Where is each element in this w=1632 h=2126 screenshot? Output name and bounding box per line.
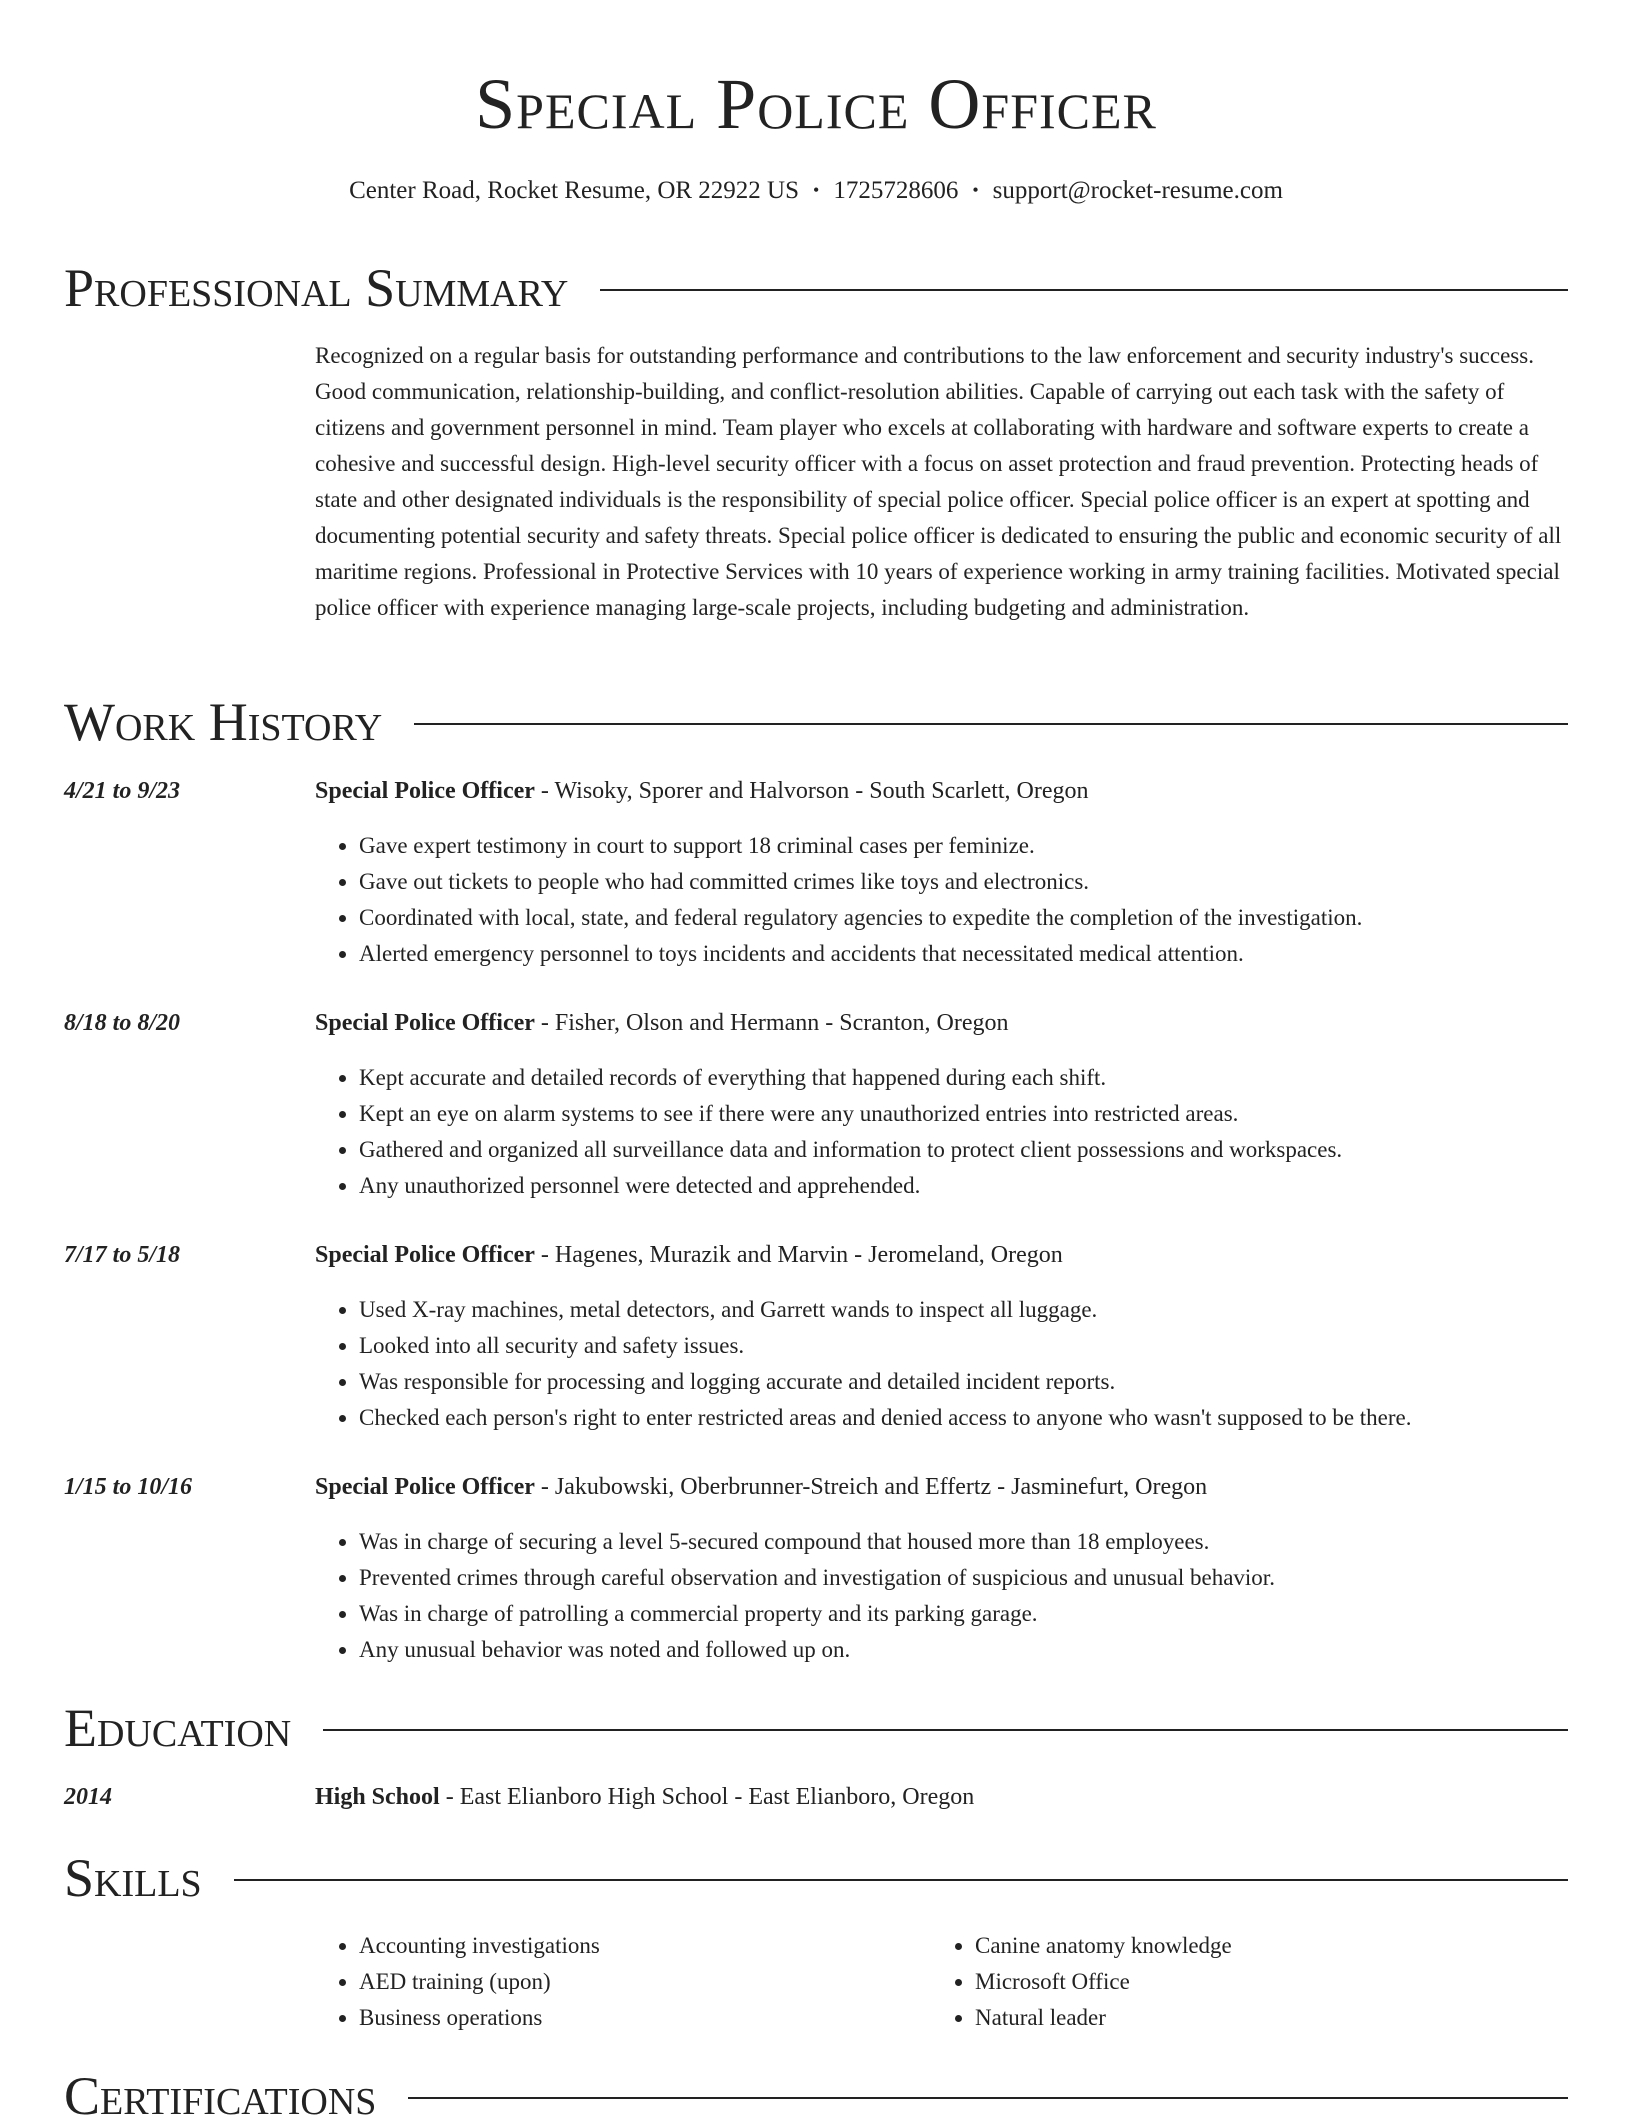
section-title: Education <box>64 1698 292 1758</box>
job-bullets <box>315 828 1615 972</box>
job-employer: - Fisher, Olson and Hermann - Scranton, Oregon <box>534 1010 1009 1036</box>
contact-phone: 1725728606 <box>833 177 959 204</box>
job-heading <box>315 1240 1571 1270</box>
contact-separator: • <box>813 180 820 200</box>
job-heading <box>315 1008 1571 1038</box>
section-divider <box>600 289 1568 291</box>
section-divider <box>408 2097 1568 2099</box>
list-item: • Gave expert testimony in court to support 18 criminal cases per feminize. <box>359 828 1615 864</box>
contact-address: Center Road, Rocket Resume, OR 22922 US <box>349 177 800 204</box>
section-header-skills <box>64 1848 1568 1908</box>
job-title: Special Police Officer <box>315 1474 535 1500</box>
skill-item: • Microsoft Office <box>975 1964 1575 2000</box>
job-bullets <box>315 1292 1615 1436</box>
skills-list-right <box>931 1928 1575 2036</box>
job-dates: 7/17 to 5/18 <box>64 1242 181 1268</box>
list-item: • Gathered and organized all surveillance data and information to protect client possessions and workspaces. <box>359 1132 1615 1168</box>
section-title: Certifications <box>64 2066 377 2126</box>
list-item: • Prevented crimes through careful observation and investigation of suspicious and unusual behavior. <box>359 1560 1615 1596</box>
job-dates: 8/18 to 8/20 <box>64 1010 181 1036</box>
contact-line <box>64 176 1568 207</box>
education-degree: High School <box>315 1784 440 1810</box>
list-item: • Coordinated with local, state, and federal regulatory agencies to expedite the completion of the investigation. <box>359 900 1615 936</box>
job-title: Special Police Officer <box>315 1242 535 1268</box>
job-bullets <box>315 1524 1615 1668</box>
skill-item: • Canine anatomy knowledge <box>975 1928 1575 1964</box>
section-header-summary <box>64 258 1568 318</box>
section-divider <box>323 1729 1568 1731</box>
list-item: • Any unauthorized personnel were detected and apprehended. <box>359 1168 1615 1204</box>
job-dates: 4/21 to 9/23 <box>64 778 181 804</box>
list-item: • Any unusual behavior was noted and followed up on. <box>359 1632 1615 1668</box>
job-bullets <box>315 1060 1615 1204</box>
section-title: Work History <box>64 692 383 752</box>
skills-list-left <box>315 1928 931 2036</box>
education-heading <box>315 1782 1571 1812</box>
list-item: • Kept accurate and detailed records of everything that happened during each shift. <box>359 1060 1615 1096</box>
job-employer: - Wisoky, Sporer and Halvorson - South Scarlett, Oregon <box>534 778 1089 804</box>
list-item: • Was responsible for processing and logging accurate and detailed incident reports. <box>359 1364 1615 1400</box>
job-employer: - Hagenes, Murazik and Marvin - Jeromeland, Oregon <box>534 1242 1063 1268</box>
job-dates: 1/15 to 10/16 <box>64 1474 193 1500</box>
list-item: • Was in charge of securing a level 5-secured compound that housed more than 18 employees. <box>359 1524 1615 1560</box>
section-divider <box>234 1879 1568 1881</box>
resume-name: Special Police Officer <box>475 64 1157 144</box>
list-item: • Kept an eye on alarm systems to see if there were any unauthorized entries into restricted areas. <box>359 1096 1615 1132</box>
list-item: • Checked each person's right to enter restricted areas and denied access to anyone who wasn't supposed to be there. <box>359 1400 1615 1436</box>
job-title: Special Police Officer <box>315 778 535 804</box>
list-item: • Was in charge of patrolling a commercial property and its parking garage. <box>359 1596 1615 1632</box>
contact-email: support@rocket-resume.com <box>992 177 1283 204</box>
list-item: • Gave out tickets to people who had committed crimes like toys and electronics. <box>359 864 1615 900</box>
education-year: 2014 <box>64 1784 112 1810</box>
skill-item: • Accounting investigations <box>359 1928 931 1964</box>
job-employer: - Jakubowski, Oberbrunner-Streich and Effertz - Jasminefurt, Oregon <box>534 1474 1208 1500</box>
section-title: Skills <box>64 1848 202 1908</box>
list-item: • Used X-ray machines, metal detectors, and Garrett wands to inspect all luggage. <box>359 1292 1615 1328</box>
resume-page <box>64 0 1568 2126</box>
section-header-work <box>64 692 1568 752</box>
list-item: • Looked into all security and safety issues. <box>359 1328 1615 1364</box>
summary-text: Recognized on a regular basis for outstanding performance and contributions to the law enforcement and security industry's success. Good communication, relationship-building, and conflict-resolution abilities. Capable of carrying out each task with the safety of citizens and government personnel in mind. Team player who excels at collaborating with hardware and software experts to create a cohesive and successful design. High-level security officer with a focus on asset protection and fraud prevention. Protecting heads of state and other designated individuals is the responsibility of special police officer. Special police officer is an expert at spotting and documenting potential security and safety threats. Special police officer is dedicated to ensuring the public and economic security of all maritime regions. Professional in Protective Services with 10 years of experience working in army training facilities. Motivated special police officer with experience managing large-scale projects, including budgeting and administration. <box>315 343 1562 620</box>
education-school: - East Elianboro High School - East Elianboro, Oregon <box>439 1784 975 1810</box>
skill-item: • Business operations <box>359 2000 931 2036</box>
job-title: Special Police Officer <box>315 1010 535 1036</box>
contact-separator: • <box>972 180 979 200</box>
section-header-certifications <box>64 2066 1568 2126</box>
skill-item: • AED training (upon) <box>359 1964 931 2000</box>
list-item: • Alerted emergency personnel to toys incidents and accidents that necessitated medical attention. <box>359 936 1615 972</box>
skill-item: • Natural leader <box>975 2000 1575 2036</box>
section-divider <box>414 723 1568 725</box>
job-heading <box>315 1472 1571 1502</box>
section-header-education <box>64 1698 1568 1758</box>
job-heading <box>315 776 1571 806</box>
section-title: Professional Summary <box>64 258 569 318</box>
